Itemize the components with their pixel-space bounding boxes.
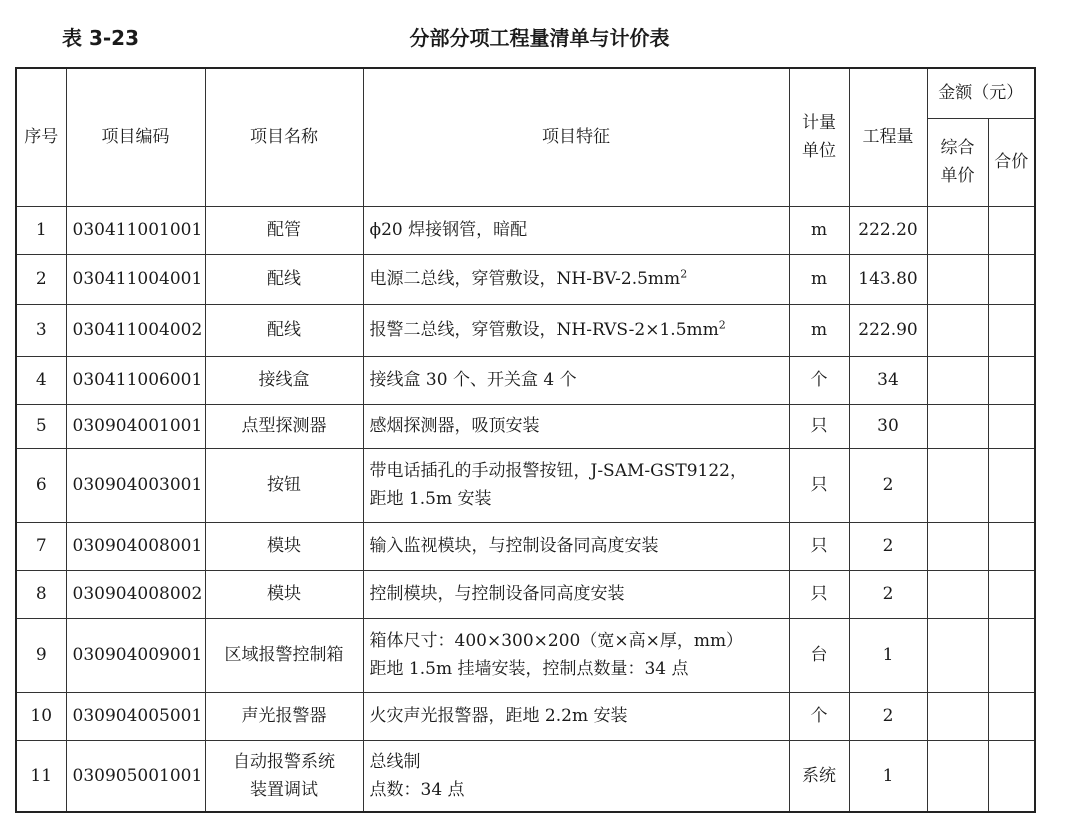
cell-name [205, 692, 363, 740]
cell-unit-price [927, 304, 988, 356]
cell-feature-line: ϕ20 焊接钢管，暗配 [369, 220, 528, 240]
cell-feature [363, 356, 789, 404]
header-unit-price-line1: 综合 [940, 138, 975, 158]
cell-seq: 5 [16, 404, 66, 448]
cell-seq: 11 [16, 740, 66, 812]
header-code: 项目编码 [66, 68, 205, 206]
cell-feature-line: 总线制 [369, 751, 421, 772]
cell-unit-price [927, 206, 988, 254]
cell-name-line: 配线 [267, 269, 301, 289]
cell-feature-line: 点数：34 点 [369, 779, 465, 800]
header-amount: 金额（元） [927, 68, 1035, 118]
header-unit-line1: 计量 [802, 113, 836, 134]
cell-unit-price [927, 570, 988, 618]
table-row [16, 570, 1035, 618]
cell-feature-line: 输入监视模块，与控制设备同高度安装 [369, 536, 659, 556]
cell-name [205, 570, 363, 618]
cell-total [988, 618, 1035, 692]
cell-feature [363, 692, 789, 740]
cell-total [988, 522, 1035, 570]
cell-feature [363, 404, 789, 448]
cell-quantity: 2 [849, 448, 927, 522]
cell-unit: 只 [789, 570, 849, 618]
cell-feature-wrap [370, 265, 783, 293]
cell-code: 030411001001 [66, 206, 205, 254]
cell-seq: 2 [16, 254, 66, 304]
cell-quantity: 222.20 [849, 206, 927, 254]
bill-of-quantities-table [15, 67, 1036, 813]
header-unit-price-line2: 单价 [940, 166, 975, 186]
cell-name-line: 自动报警系统 [233, 751, 335, 772]
cell-name-line: 配管 [267, 220, 301, 240]
cell-unit: m [789, 304, 849, 356]
table-row [16, 304, 1035, 356]
table-body [16, 206, 1035, 812]
cell-name-line: 区域报警控制箱 [224, 645, 344, 665]
cell-feature [363, 304, 789, 356]
cell-unit-price [927, 692, 988, 740]
table-row [16, 404, 1035, 448]
cell-unit: 只 [789, 522, 849, 570]
cell-feature-line: 感烟探测器，吸顶安装 [369, 416, 540, 436]
cell-unit: 台 [789, 618, 849, 692]
cell-seq: 6 [16, 448, 66, 522]
cell-unit: 只 [789, 448, 849, 522]
cell-name-line: 模块 [267, 584, 301, 604]
cell-quantity: 143.80 [849, 254, 927, 304]
table-row [16, 356, 1035, 404]
cell-name [205, 448, 363, 522]
cell-code: 030904008002 [66, 570, 205, 618]
cell-unit-price [927, 618, 988, 692]
table-row [16, 206, 1035, 254]
cell-unit: 个 [789, 356, 849, 404]
cell-unit: 只 [789, 404, 849, 448]
cell-quantity: 1 [849, 740, 927, 812]
cell-feature [363, 254, 789, 304]
cell-code: 030411004002 [66, 304, 205, 356]
cell-total [988, 740, 1035, 812]
cell-feature [363, 522, 789, 570]
header-unit-line2: 单位 [802, 141, 836, 162]
cell-unit-price [927, 254, 988, 304]
cell-code: 030904009001 [66, 618, 205, 692]
cell-total [988, 206, 1035, 254]
cell-code: 030904005001 [66, 692, 205, 740]
cell-feature-line: 距地 1.5m 挂墙安装，控制点数量：34 点 [369, 659, 689, 679]
header-unit [789, 68, 849, 206]
cell-code: 030411006001 [66, 356, 205, 404]
cell-quantity: 30 [849, 404, 927, 448]
cell-code: 030904008001 [66, 522, 205, 570]
cell-feature-line: 带电话插孔的手动报警按钮，J-SAM-GST9122， [369, 461, 747, 481]
cell-unit-price [927, 740, 988, 812]
cell-feature-line: 距地 1.5m 安装 [369, 489, 492, 509]
cell-seq: 7 [16, 522, 66, 570]
cell-seq: 9 [16, 618, 66, 692]
cell-name [205, 206, 363, 254]
cell-name [205, 740, 363, 812]
cell-code: 030905001001 [66, 740, 205, 812]
table-row [16, 254, 1035, 304]
cell-unit: m [789, 206, 849, 254]
table-row [16, 618, 1035, 692]
cell-name-line: 点型探测器 [241, 416, 327, 436]
cell-name-line: 接线盒 [258, 370, 310, 390]
cell-feature-line: 控制模块，与控制设备同高度安装 [369, 584, 625, 604]
cell-quantity: 222.90 [849, 304, 927, 356]
cell-feature-line: 火灾声光报警器，距地 2.2m 安装 [369, 706, 628, 726]
unit-superscript: 2 [718, 318, 726, 332]
header-unit-price [927, 118, 988, 206]
cell-quantity: 34 [849, 356, 927, 404]
cell-quantity: 2 [849, 692, 927, 740]
cell-feature [363, 740, 789, 812]
cell-total [988, 404, 1035, 448]
cell-total [988, 254, 1035, 304]
header-feature: 项目特征 [363, 68, 789, 206]
cell-name [205, 356, 363, 404]
table-title: 分部分项工程量清单与计价表 [409, 26, 670, 50]
header-quantity: 工程量 [849, 68, 927, 206]
cell-code: 030904003001 [66, 448, 205, 522]
cell-feature [363, 206, 789, 254]
cell-name-line: 模块 [267, 536, 301, 556]
cell-seq: 8 [16, 570, 66, 618]
cell-name-line: 配线 [267, 320, 301, 340]
cell-total [988, 570, 1035, 618]
cell-seq: 4 [16, 356, 66, 404]
cell-total [988, 356, 1035, 404]
cell-name [205, 254, 363, 304]
cell-quantity: 1 [849, 618, 927, 692]
cell-total [988, 448, 1035, 522]
cell-name [205, 304, 363, 356]
table-row [16, 740, 1035, 812]
header-seq: 序号 [16, 68, 66, 206]
cell-total [988, 692, 1035, 740]
table-row [16, 448, 1035, 522]
cell-unit-price [927, 522, 988, 570]
cell-feature-line: 接线盒 30 个、开关盒 4 个 [369, 370, 577, 390]
cell-name [205, 618, 363, 692]
header-name: 项目名称 [205, 68, 363, 206]
cell-feature-line: 报警二总线，穿管敷设，NH-RVS-2×1.5mm [369, 320, 719, 340]
cell-total [988, 304, 1035, 356]
unit-superscript: 2 [680, 267, 688, 281]
cell-unit: 个 [789, 692, 849, 740]
cell-unit-price [927, 404, 988, 448]
cell-unit: m [789, 254, 849, 304]
table-number: 表 3-23 [62, 26, 140, 50]
cell-feature-wrap [370, 316, 783, 344]
cell-feature [363, 448, 789, 522]
cell-code: 030904001001 [66, 404, 205, 448]
cell-feature [363, 618, 789, 692]
cell-unit-price [927, 356, 988, 404]
cell-name-line: 声光报警器 [241, 706, 327, 726]
cell-name-line: 按钮 [267, 475, 301, 495]
cell-code: 030411004001 [66, 254, 205, 304]
cell-name-line: 装置调试 [250, 779, 318, 800]
cell-name [205, 404, 363, 448]
cell-unit-price [927, 448, 988, 522]
cell-feature-line: 电源二总线，穿管敷设，NH-BV-2.5mm [369, 269, 681, 289]
cell-quantity: 2 [849, 522, 927, 570]
cell-seq: 10 [16, 692, 66, 740]
cell-feature-line: 箱体尺寸：400×300×200（宽×高×厚，mm） [369, 631, 744, 651]
header-total: 合价 [988, 118, 1035, 206]
cell-unit: 系统 [789, 740, 849, 812]
cell-feature [363, 570, 789, 618]
cell-seq: 3 [16, 304, 66, 356]
cell-quantity: 2 [849, 570, 927, 618]
cell-name [205, 522, 363, 570]
table-row [16, 692, 1035, 740]
table-row [16, 522, 1035, 570]
cell-seq: 1 [16, 206, 66, 254]
